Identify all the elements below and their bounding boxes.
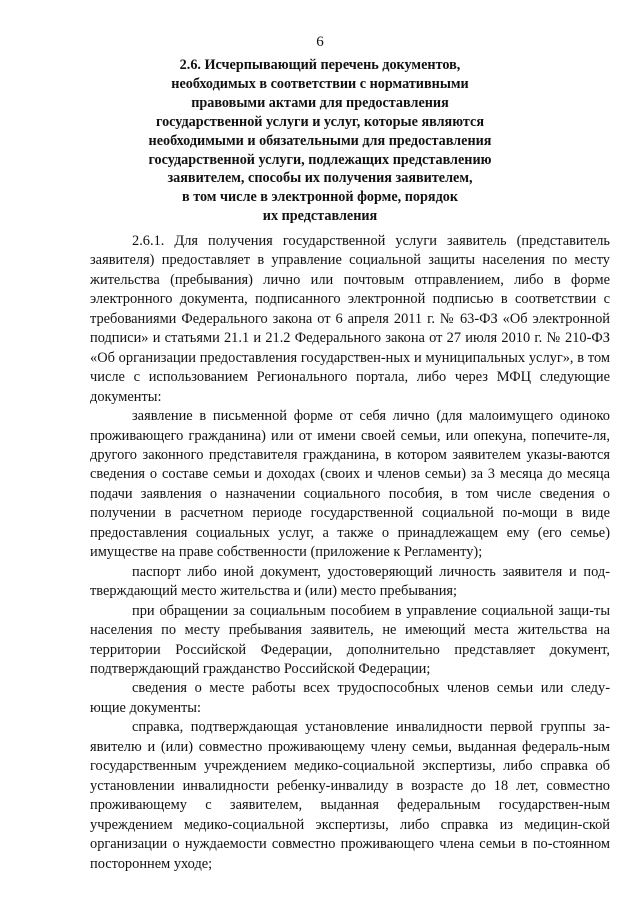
paragraph-application: заявление в письменной форме от себя лично (для малоимущего одиноко проживающего гражданина) или от имени своей семьи, или опекуна, попечите-ля, другого законного представителя гражданина, в котором заявителем указы-ваются сведения о составе семьи и доходах (своих и членов семьи) за 3 месяца до месяца подачи заявления о назначении социального пособия, в том числе сведения о получении в расчетном периоде государственной социальной по-мощи в виде предоставления социальных услуг, а также о принадлежащем ему (его семье) имуществе на праве собственности (приложение к Регламенту); — [90, 408, 610, 561]
section-heading-line: правовыми актами для предоставления — [191, 94, 449, 111]
section-heading-line: их представления — [262, 208, 378, 225]
section-heading-line: необходимыми и обязательными для предоставления — [148, 132, 492, 149]
section-heading-line: государственной услуги, подлежащих представлению — [148, 151, 492, 168]
section-heading-line: в том числе в электронной форме, порядок — [181, 189, 459, 206]
section-heading-line: необходимых в соответствии с нормативными — [171, 75, 469, 92]
section-heading-line: заявителем, способы их получения заявителем, — [167, 170, 473, 187]
paragraph-passport: паспорт либо иной документ, удостоверяющий личность заявителя и под-тверждающий место жительства и (или) место пребывания; — [90, 563, 610, 600]
body-text — [90, 232, 610, 874]
section-heading-line: государственной услуги и услуг, которые являются — [155, 113, 484, 130]
paragraph-workplace: сведения о месте работы всех трудоспособных членов семьи или следу-ющие документы: — [90, 680, 610, 716]
section-heading — [120, 56, 520, 226]
paragraph-disability-certificate: справка, подтверждающая установление инвалидности первой группы за-явителю и (или) совместно проживающему члену семьи, выданная федераль-ным государственным учреждением медико-социальной экспертизы, либо справка об установлении инвалидности ребенку-инвалиду в возрасте до 18 лет, совместно проживающему с заявителем, выданная федеральным государствен-ным учреждением медико-социальной экспертизы, либо справка из медицин-ской организации о нуждаемости совместно проживающего члена семьи в по-стоянном постороннем уходе; — [90, 719, 610, 872]
section-heading-line: 2.6. Исчерпывающий перечень документов, — [179, 57, 461, 73]
page-number: 6 — [316, 34, 324, 50]
paragraph-citizenship: при обращении за социальным пособием в управление социальной защи-ты населения по месту пребывания заявитель, не имеющий места жительства на территории Российской Федерации, дополнительно представляет документ, подтверждающий гражданство Российской Федерации; — [90, 602, 610, 677]
paragraph-2-6-1: 2.6.1. Для получения государственной услуги заявитель (представитель заявителя) предоставляет в управление социальной защиты населения по месту жительства (пребывания) лично или почтовым отправлением, либо в форме электронного документа, подписанного электронной подписью в соответствии с требованиями Федерального закона от 6 апреля 2011 г. № 63-ФЗ «Об электронной подписи» и статьями 21.1 и 21.2 Федерального закона от 27 июля 2010 г. № 210-ФЗ «Об организации предоставления государствен-ных и муниципальных услуг», в том числе с использованием Регионального портала, либо через МФЦ следующие документы: — [90, 233, 610, 405]
